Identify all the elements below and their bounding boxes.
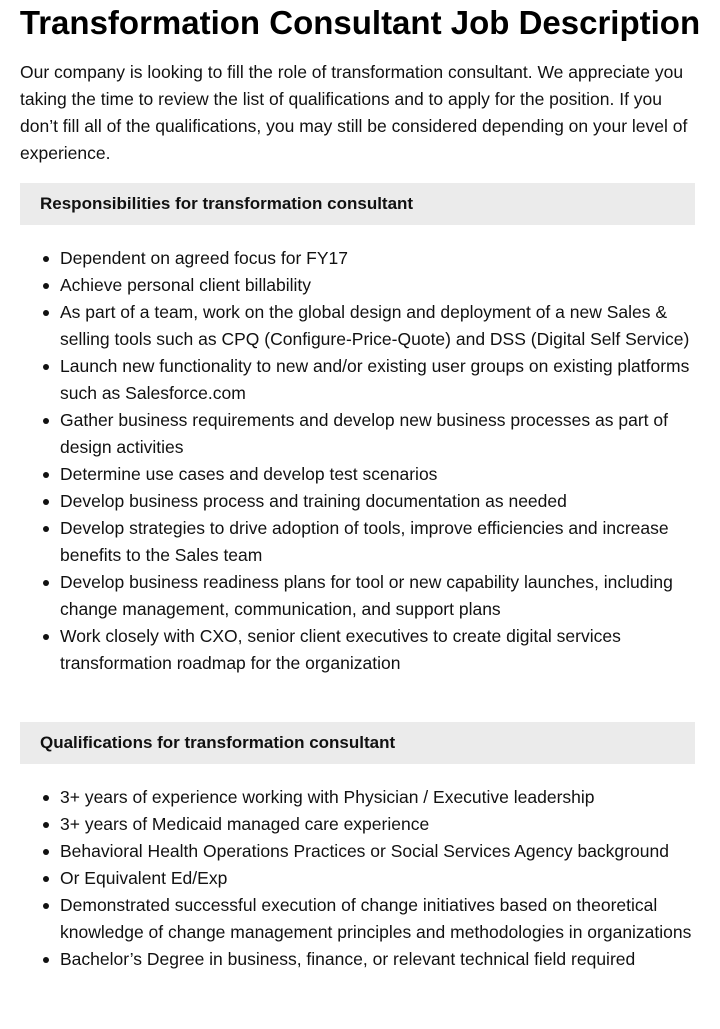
list-item: Develop business process and training documentation as needed — [20, 488, 695, 515]
page-title: Transformation Consultant Job Description — [19, 4, 701, 41]
list-item: Gather business requirements and develop new business processes as part of design activities — [20, 407, 695, 461]
responsibilities-section — [20, 183, 695, 677]
list-item: Behavioral Health Operations Practices or Social Services Agency background — [20, 838, 695, 865]
list-item: Determine use cases and develop test scenarios — [20, 461, 695, 488]
list-item: Develop strategies to drive adoption of tools, improve efficiencies and increase benefits to the Sales team — [20, 515, 695, 569]
list-item: Develop business readiness plans for tool or new capability launches, including change management, communication, and support plans — [20, 569, 695, 623]
list-item: As part of a team, work on the global design and deployment of a new Sales & selling tools such as CPQ (Configure-Price-Quote) and DSS (Digital Self Service) — [20, 299, 695, 353]
list-item: Bachelor’s Degree in business, finance, or relevant technical field required — [20, 946, 695, 973]
responsibilities-heading: Responsibilities for transformation consultant — [20, 183, 695, 225]
list-item: Dependent on agreed focus for FY17 — [20, 245, 695, 272]
intro-paragraph: Our company is looking to fill the role of transformation consultant. We appreciate you taking the time to review the list of qualifications and to apply for the position. If you don’t fill all of the qualifications, you may still be considered depending on your level of experience. — [20, 62, 688, 163]
list-item: Launch new functionality to new and/or existing user groups on existing platforms such as Salesforce.com — [20, 353, 695, 407]
list-item: 3+ years of Medicaid managed care experience — [20, 811, 695, 838]
list-item: 3+ years of experience working with Physician / Executive leadership — [20, 784, 695, 811]
qualifications-section — [20, 722, 695, 973]
list-item: Demonstrated successful execution of change initiatives based on theoretical knowledge of change management principles and methodologies in organizations — [20, 892, 695, 946]
list-item: Or Equivalent Ed/Exp — [20, 865, 695, 892]
responsibilities-list — [20, 245, 695, 677]
list-item: Achieve personal client billability — [20, 272, 695, 299]
qualifications-list — [20, 784, 695, 973]
qualifications-heading: Qualifications for transformation consultant — [20, 722, 695, 764]
list-item: Work closely with CXO, senior client executives to create digital services transformation roadmap for the organization — [20, 623, 695, 677]
